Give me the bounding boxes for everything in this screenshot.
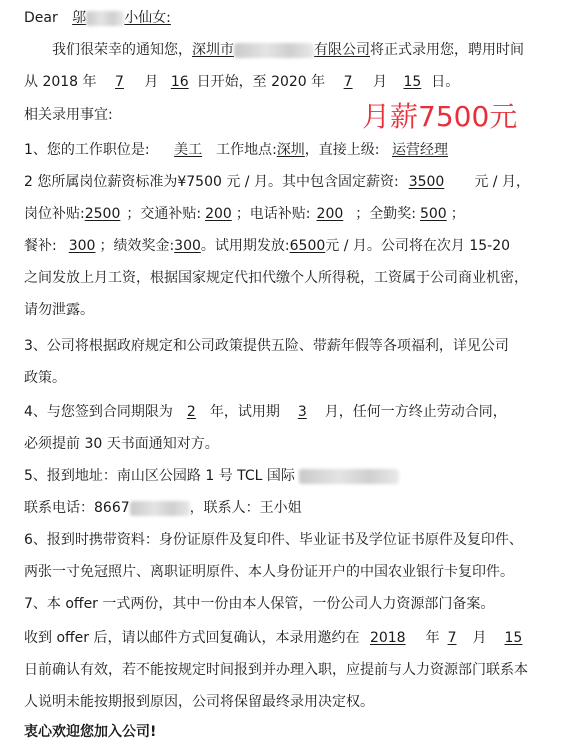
item-6-line-2: 两张一寸免冠照片、离职证明原件、本人身份证开户的中国农业银行卡复印件。 [24,564,514,580]
redacted-company [234,43,314,58]
item-2-line-2: 岗位补贴:2500 ；交通补贴: 200 ；电话补贴: 200 ；全勤奖: 500 ； [24,206,465,222]
item-2-line-1: 2 您所属岗位薪资标准为¥7500 元 / 月。其中包含固定薪资: 3500 元 / 月， [24,174,530,190]
probation-months-value: 3 [297,404,307,420]
trial-salary-value: 6500 [289,238,326,254]
greeting-line: Dear 邬 小仙女: [24,10,171,26]
employment-period-line: 从 2018 年 7 月 16 日开始，至 2020 年 7 月 15 日。 [24,74,460,90]
attendance-bonus-value: 500 [419,206,447,222]
end-month: 7 [343,74,353,90]
deadline-day: 15 [504,630,523,646]
item-2-line-5: 请勿泄露。 [24,302,94,318]
performance-bonus-value: 300 [174,238,201,254]
item-4-line-2: 必须提前 30 天书面通知对方。 [24,436,219,452]
supervisor-value: 运营经理 [391,142,448,158]
closing-line: 衷心欢迎您加入公司! [24,724,157,740]
item-6-line-1: 6、报到时携带资料：身份证原件及复印件、毕业证书及学位证书原件及复印件、 [24,532,523,548]
item-7: 7、本 offer 一式两份，其中一份由本人保管，一份公司人力资源部门备案。 [24,596,495,612]
items-heading: 相关录用事宜: [24,107,113,123]
redacted-address [299,469,399,484]
item-5-address: 5、报到地址：南山区公园路 1 号 TCL 国际 [24,464,570,488]
item-4-line-1: 4、与您签到合同期限为 2 年，试用期 3 月，任何一方终止劳动合同， [24,404,507,420]
traffic-allowance-value: 200 [205,206,232,222]
confirm-line-1: 收到 offer 后，请以邮件方式回复确认，本录用邀约在 2018 年 7 月 15 [24,630,523,646]
contract-years-value: 2 [186,404,196,420]
recipient-name: 邬 小仙女: [72,10,171,26]
confirm-line-2: 日前确认有效，若不能按规定时间报到并办理入职，应提前与人力资源部门联系本 [24,662,528,678]
redacted-phone [130,501,190,516]
item-2-line-3: 餐补: 300 ；绩效奖金:300。试用期发放:6500元 / 月。公司将在次月 15-20 [24,238,511,254]
confirm-line-3: 人说明未能按期报到原因，公司将保留最终录用决定权。 [24,694,374,710]
phone-allowance-value: 200 [316,206,344,222]
start-month: 7 [114,74,124,90]
contact-line: 联系电话：8667 ，联系人：王小姐 [24,500,302,516]
item-2-line-4: 之间发放上月工资，根据国家规定代扣代缴个人所得税，工资属于公司商业机密， [24,270,528,286]
meal-allowance-value: 300 [68,238,96,254]
item-1: 1、您的工作职位是: 美工 工作地点:深圳，直接上级: 运营经理 [24,138,570,162]
location-value: 深圳 [276,142,305,158]
company-name: 深圳市 有限公司 [192,42,370,58]
post-allowance-value: 2500 [84,206,121,222]
redacted-name [86,11,124,26]
deadline-year: 2018 [369,630,406,646]
intro-line: 我们很荣幸的通知您，深圳市 有限公司将正式录用您，聘用时间 [52,42,524,58]
salary-annotation: 月薪7500元 [362,100,518,133]
item-3-line-1: 3、公司将根据政府规定和公司政策提供五险、带薪年假等各项福利，详见公司 [24,338,509,354]
fixed-salary-value: 3500 [408,174,445,190]
deadline-month: 7 [447,630,457,646]
contact-phone: 8667 [94,500,130,516]
end-day: 15 [403,74,422,90]
start-day: 16 [170,74,189,90]
position-value: 美工 [174,142,203,158]
item-3-line-2: 政策。 [24,370,66,386]
